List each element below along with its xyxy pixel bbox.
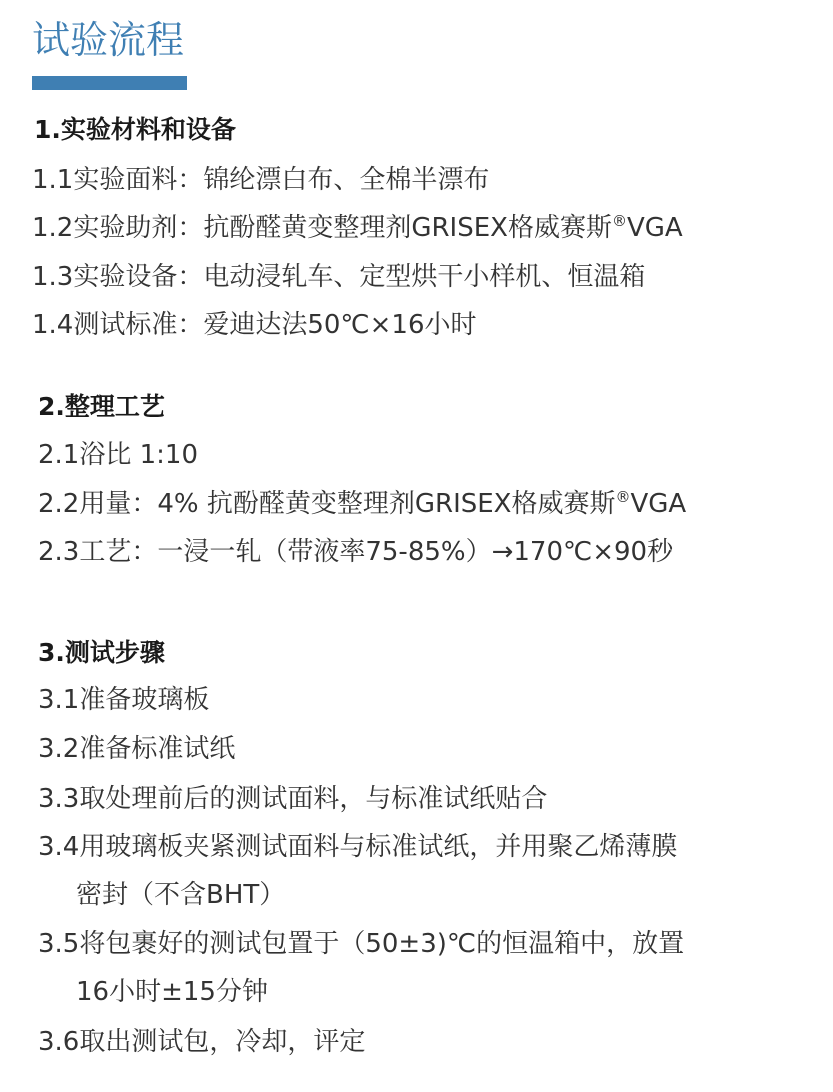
registered-mark: ® [615,488,631,506]
section-heading-test-steps: 3.测试步骤 [38,638,165,667]
list-item: 2.2用量：4% 抗酚醛黄变整理剂GRISEX格威赛斯®VGA [38,488,687,519]
list-item: 1.2实验助剂：抗酚醛黄变整理剂GRISEX格威赛斯®VGA [32,212,683,243]
list-item: 3.6取出测试包，冷却，评定 [38,1027,366,1057]
list-item: 3.2准备标准试纸 [38,734,236,764]
list-item: 1.4测试标准：爱迪达法50℃×16小时 [32,310,477,340]
list-item: 3.4用玻璃板夹紧测试面料与标准试纸，并用聚乙烯薄膜 密封（不含BHT） [38,832,678,910]
list-item: 1.1实验面料：锦纶漂白布、全棉半漂布 [32,165,490,195]
list-item: 3.5将包裹好的测试包置于（50±3)℃的恒温箱中，放置 16小时±15分钟 [38,929,685,1007]
list-item: 2.3工艺：一浸一轧（带液率75-85%）→170℃×90秒 [38,537,674,567]
list-item-continuation: 16小时±15分钟 [76,977,268,1007]
registered-mark: ® [611,212,627,230]
list-item: 3.1准备玻璃板 [38,685,210,715]
list-item: 2.1浴比 1:10 [38,440,198,470]
section-heading-process: 2.整理工艺 [38,392,165,421]
list-item: 1.3实验设备：电动浸轧车、定型烘干小样机、恒温箱 [32,262,646,292]
list-item: 3.3取处理前后的测试面料，与标准试纸贴合 [38,784,548,814]
section-heading-materials: 1.实验材料和设备 [34,115,236,144]
page-title: 试验流程 [32,18,185,62]
title-underline-bar [32,76,187,90]
list-item-continuation: 密封（不含BHT） [76,880,286,910]
